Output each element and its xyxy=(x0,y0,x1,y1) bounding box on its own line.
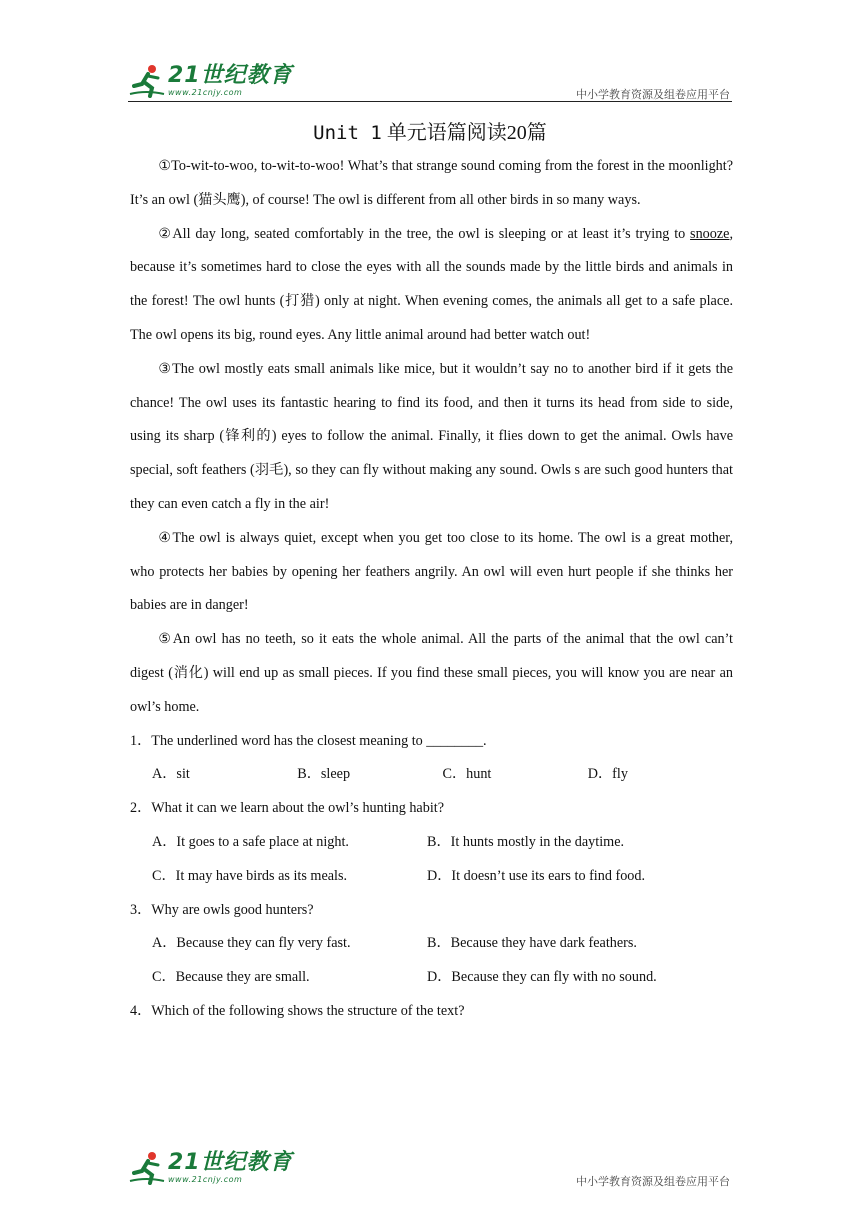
page-title xyxy=(0,116,860,145)
underlined-word: snooze xyxy=(690,225,730,242)
option: D．It doesn’t use its ears to find food. xyxy=(427,867,646,884)
runner-logo-icon xyxy=(128,1151,166,1185)
question-3-options-row-2 xyxy=(130,961,733,995)
question-2-options-row-2 xyxy=(130,860,733,894)
paragraph-2-post: , because it’s sometimes hard to close the eyes with all the sounds made by the little birds and animals in the forest! The owl hunts (打猎) only at night. When evening comes, the animals all get to a safe place. The owl opens its big, round eyes. Any little animal around had better watch out! xyxy=(130,225,733,343)
document-body xyxy=(130,150,733,1029)
footer-logo xyxy=(128,1151,293,1185)
question-3-options-row-1 xyxy=(130,927,733,961)
option: A．Because they can fly very fast. xyxy=(152,935,351,952)
footer-platform-text: 中小学教育资源及组卷应用平台 xyxy=(576,1175,730,1188)
page-header xyxy=(0,0,860,110)
option: A．It goes to a safe place at night. xyxy=(152,833,349,850)
paragraph-3: ③The owl mostly eats small animals like mice, but it wouldn’t say no to another bird if it gets the chance! The owl uses its fantastic hearing to find its food, and then it turns its head from side to side, using its sharp (锋利的) eyes to follow the animal. Finally, it flies down to get the animal. Owls have special, soft feathers (羽毛), so they can fly without making any sound. Owls s are such good hunters that they can even catch a fly in the air! xyxy=(130,360,733,512)
option: D．fly xyxy=(587,766,628,783)
option: C．hunt xyxy=(442,766,492,783)
paragraph-2 xyxy=(130,218,733,353)
header-logo xyxy=(128,64,293,98)
question-1-options xyxy=(130,758,733,792)
page-footer xyxy=(0,1145,860,1205)
question-4: 4．Which of the following shows the structure of the text? xyxy=(130,1002,465,1019)
paragraph-5: ⑤An owl has no teeth, so it eats the whole animal. All the parts of the animal that the owl can’t digest (消化) will end up as small pieces. If you find these small pieces, you will know you are near an owl’s home. xyxy=(130,631,733,715)
paragraph-1: ①To-wit-to-woo, to-wit-to-woo! What’s that strange sound coming from the forest in the moonlight? It’s an owl (猫头鹰), of course! The owl is different from all other birds in so many ways. xyxy=(130,158,733,208)
option: B．It hunts mostly in the daytime. xyxy=(427,833,625,850)
logo-url: www.21cnjy.com xyxy=(168,88,243,97)
header-platform-text: 中小学教育资源及组卷应用平台 xyxy=(576,88,730,101)
option: B．Because they have dark feathers. xyxy=(427,935,637,952)
logo-text: 21世纪教育 xyxy=(168,1150,293,1175)
header-divider xyxy=(128,101,732,102)
runner-logo-icon xyxy=(128,64,166,98)
question-1: 1．The underlined word has the closest meaning to ________. xyxy=(130,732,487,749)
question-2: 2．What it can we learn about the owl’s hunting habit? xyxy=(130,800,445,817)
title-unit: Unit 1 xyxy=(313,122,382,144)
logo-text: 21世纪教育 xyxy=(168,63,293,88)
option: C．Because they are small. xyxy=(152,969,310,986)
title-rest: 单元语篇阅读20篇 xyxy=(386,122,547,144)
option: C．It may have birds as its meals. xyxy=(152,867,348,884)
option: B．sleep xyxy=(297,766,351,783)
question-2-options-row-1 xyxy=(130,826,733,860)
paragraph-4: ④The owl is always quiet, except when you get too close to its home. The owl is a great mother, who protects her babies by opening her feathers angrily. An owl will even hurt people if she thinks her babies are in danger! xyxy=(130,529,733,614)
logo-url: www.21cnjy.com xyxy=(168,1175,243,1184)
question-3: 3．Why are owls good hunters? xyxy=(130,901,314,918)
option: A．sit xyxy=(152,766,190,783)
paragraph-2-pre: ②All day long, seated comfortably in the tree, the owl is sleeping or at least it’s trying to xyxy=(158,225,691,242)
option: D．Because they can fly with no sound. xyxy=(427,969,657,986)
